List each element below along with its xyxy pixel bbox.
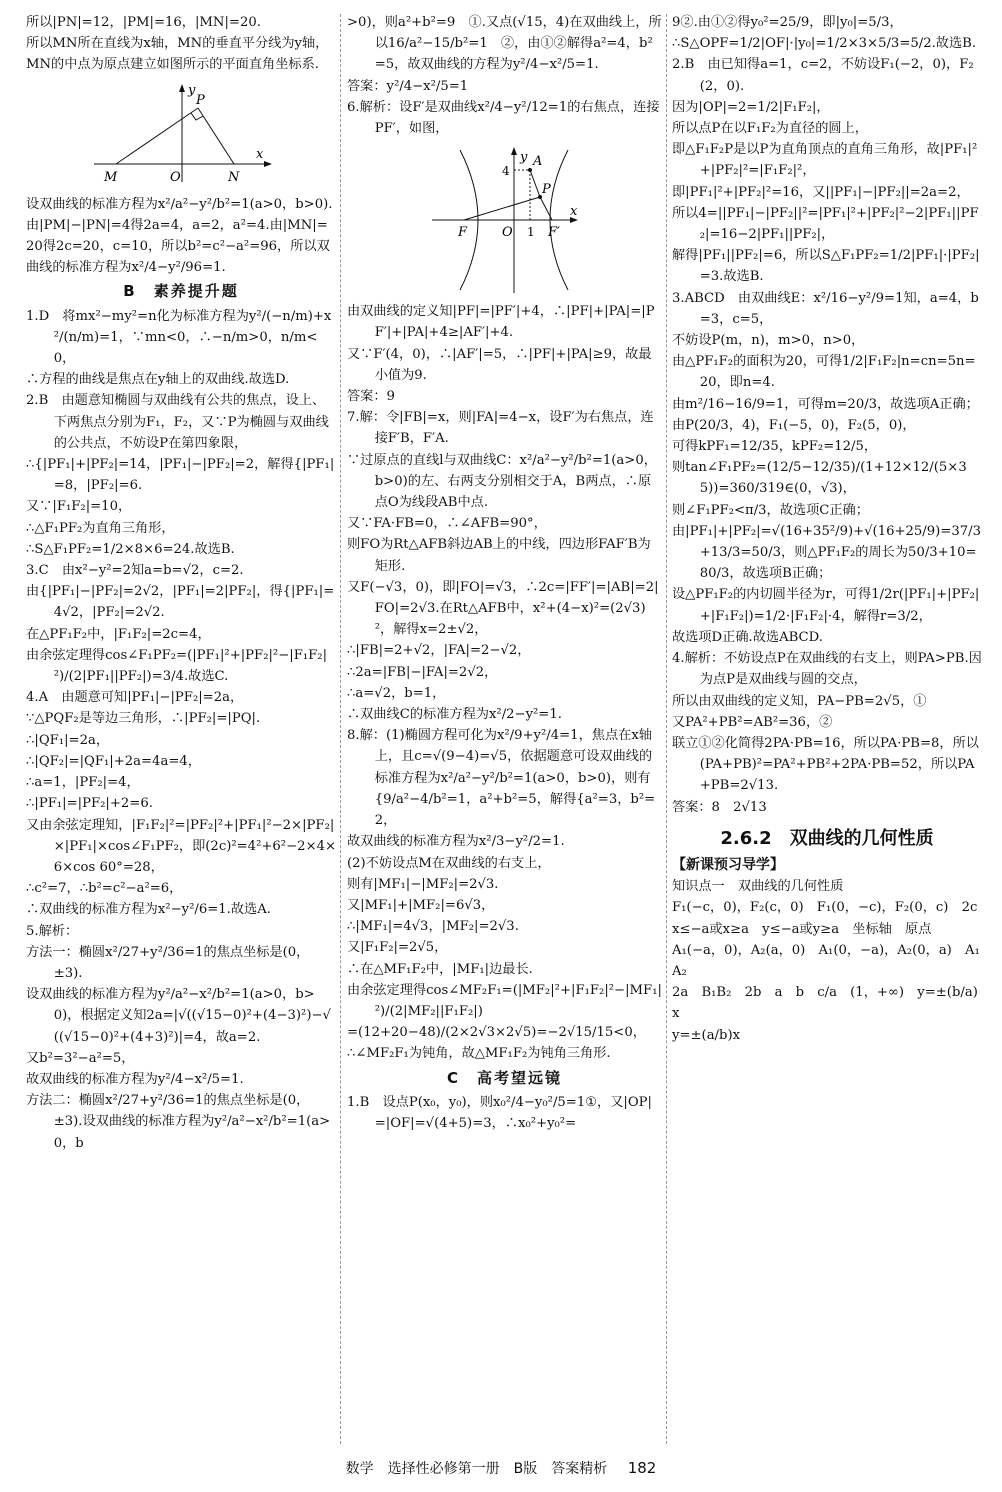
text-line: 4.解析：不妨设点P在双曲线的右支上，则PA>PB.因为点P是双曲线与圆的交点， (672, 651, 982, 688)
text-line: 又∵F′(4，0)，∴|AF′|=5，∴|PF|+|PA|≥9，故最小值为9. (347, 346, 652, 383)
text-line: 2.B 由题意知椭圆与双曲线有公共的焦点，设上、下两焦点分别为F₁，F₂，又∵P为椭圆与双曲线的公共点，不妨设P在第四象限， (26, 393, 329, 451)
text-line: 因为|OP|=2=1/2|F₁F₂|， (672, 99, 830, 115)
fig1-y-label: y (188, 82, 196, 98)
text-line: 所以点P在以F₁F₂为直径的圆上， (672, 121, 868, 137)
text-line: ∴双曲线的标准方程为x²−y²/6=1.故选A. (26, 902, 271, 918)
text-line: 由m²/16−16/9=1，可得m=20/3，故选项A正确； (672, 396, 979, 412)
text-line: 不妨设P(m，n)，m>0，n>0， (672, 333, 865, 349)
footer-text: 数学 选择性必修第一册 B版 答案精析 (345, 1461, 608, 1477)
fig2-a-label: A (532, 154, 542, 170)
text-line: ∴|FB|=2+√2，|FA|=2−√2， (347, 643, 531, 659)
text-line: 则FO为Rt△AFB斜边AB上的中线，四边形FAF′B为矩形. (347, 537, 651, 574)
text-line: 7.解：令|FB|=x，则|FA|=4−x，设F′为右焦点，连接F′B，F′A. (347, 410, 654, 447)
fig2-p-label: P (541, 182, 551, 198)
text-line: 联立①②化简得2PA·PB=16，所以PA·PB=8，所以(PA+PB)²=PA²+PB²+2PA·PB=52，所以PA+PB=2√13. (672, 735, 979, 794)
text-line: ∴c²=7，∴b²=c²−a²=6， (26, 881, 183, 897)
text-line: 设双曲线的标准方程为x²/a²−y²/b²=1(a>0，b>0).由|PM|−|PN|=4得2a=4，a=2，a²=4.由|MN|=20得2c=20，c=10，所以b²=c²−a²=96，所以双曲线的标准方程为x²/4−y²/96=1. (26, 196, 333, 276)
text-line: 4.A 由题意可知|PF₁|−|PF₂|=2a， (26, 690, 244, 706)
text-line: 由|PF₁|+|PF₂|=√(16+35²/9)+√(16+25/9)=37/3+13/3=50/3，则△PF₁F₂的周长为50/3+10=80/3，故选项B正确； (672, 523, 981, 582)
fig2-four-label: 4 (501, 164, 510, 179)
column-3 (672, 12, 982, 1046)
text-line: 答案：8 2√13 (672, 799, 767, 815)
text-line: 则∠F₁PF₂<π/3，故选项C正确； (672, 502, 869, 518)
section-b-items (26, 306, 336, 1154)
column-1 (26, 12, 336, 1154)
text-line: 又F(−√3，0)，即|FO|=√3，∴2c=|FF′|=|AB|=2|FO|=2√3.在Rt△AFB中，x²+(4−x)²=(2√3)²，解得x=2±√2， (347, 579, 659, 638)
text-line: ∴a=√2，b=1， (347, 685, 446, 701)
text-line: 答案：9 (347, 389, 395, 405)
fig1-o-label: O (170, 169, 181, 185)
text-line: 答案：y²/4−x²/5=1 (347, 78, 469, 94)
fig2-one-label: 1 (526, 225, 535, 240)
text-line: y=±(a/b)x (672, 1027, 741, 1043)
fig1-x-label: x (256, 146, 264, 162)
text-line: 则有|MF₁|−|MF₂|=2√3. (347, 876, 499, 892)
text-line: 又由余弦定理知，|F₁F₂|²=|PF₂|²+|PF₁|²−2×|PF₂|×|PF₁|×cos∠F₁PF₂，即(2c)²=4²+6²−2×4×6×cos 60°=28， (26, 817, 337, 875)
text-line: ∴S△OPF=1/2|OF|·|y₀|=1/2×3×5/3=5/2.故选B. (672, 36, 977, 52)
text-line: 由△PF₁F₂的面积为20，可得1/2|F₁F₂|n=cn=5n=20，即n=4. (672, 354, 976, 391)
text-line: 由余弦定理得cos∠F₁PF₂=(|PF₁|²+|PF₂|²−|F₁F₂|²)/(2|PF₁||PF₂|)=3/4.故选C. (26, 647, 328, 685)
text-line: 即|PF₁|²+|PF₂|²=16，又||PF₁|−|PF₂||=2a=2， (672, 184, 970, 200)
text-line: 1.B 设点P(x₀，y₀)，则x₀²/4−y₀²/5=1①，又|OP|=|OF|=√(4+5)=3，∴x₀²+y₀²= (347, 1094, 652, 1131)
text-line: 由余弦定理得cos∠MF₂F₁=(|MF₂|²+|F₁F₂|²−|MF₁|²)/(2|MF₂||F₁F₂|) (347, 982, 662, 1019)
text-line: 5.解析： (26, 923, 79, 939)
text-line: 所以MN所在直线为x轴，MN的垂直平分线为y轴，MN的中点为原点建立如图所示的平面直角坐标系. (26, 36, 329, 73)
page-number: 182 (627, 1459, 657, 1477)
text-line: 又PA²+PB²=AB²=36，② (672, 714, 833, 730)
text-line: ∵过原点的直线l与双曲线C：x²/a²−y²/b²=1(a>0，b>0)的左、右两支分别相交于A，B两点，∴原点O为线段AB中点. (347, 452, 657, 511)
knowledge-point-lines (672, 876, 982, 1046)
text-line: ∴△F₁PF₂为直角三角形， (26, 520, 175, 536)
text-line: 解得|PF₁||PF₂|=6，所以S△F₁PF₂=1/2|PF₁|·|PF₂|=3.故选B. (672, 248, 980, 285)
text-line: 方法一：椭圆x²/27+y²/36=1的焦点坐标是(0，±3). (26, 944, 310, 981)
section-b-heading: B 素养提升题 (123, 282, 239, 301)
text-line: ∴|QF₁|=2a， (26, 732, 110, 748)
text-line: 所以|PN|=12，|PM|=16，|MN|=20. (26, 15, 261, 30)
text-line: 可得kPF₁=12/35，kPF₂=12/5， (672, 439, 878, 455)
column-2 (347, 12, 662, 1134)
section-c-heading: C 高考望远镜 (446, 1068, 562, 1087)
text-line: 所以由双曲线的定义知，PA−PB=2√5，① (672, 693, 927, 709)
fig1-n-label: N (228, 169, 240, 185)
text-line: 2a B₁B₂ 2b a b c/a (1，+∞) y=±(b/a)x (672, 985, 978, 1022)
col3-lines (672, 12, 982, 818)
text-line: ∴2a=|FB|−|FA|=2√2， (347, 664, 498, 680)
col2-top-lines (347, 12, 662, 139)
text-line: 即△F₁F₂P是以P为直角顶点的直角三角形，故|PF₁|²+|PF₂|²=|F₁F₂|²， (672, 142, 978, 179)
fig2-fprime-label: F′ (547, 225, 560, 241)
text-line: =(12+20−48)/(2×2√3×2√5)=−2√15/15<0， (347, 1025, 646, 1041)
text-line: 又|F₁F₂|=2√5， (347, 940, 448, 956)
text-line: 在△PF₁F₂中，|F₁F₂|=2c=4， (26, 626, 211, 642)
text-line: 设△PF₁F₂的内切圆半径为r，可得1/2r(|PF₁|+|PF₂|+|F₁F₂|)=1/2·|F₁F₂|·4，解得r=3/2， (672, 587, 980, 624)
page-footer (0, 1458, 1002, 1478)
text-line: 又|MF₁|+|MF₂|=6√3， (347, 897, 495, 913)
section-c-items (347, 1092, 662, 1134)
column-divider-right (666, 14, 667, 1444)
section-title: 2.6.2 双曲线的几何性质 (720, 827, 934, 849)
text-line: ∴方程的曲线是焦点在y轴上的双曲线.故选D. (26, 372, 290, 388)
text-line: 由双曲线的定义知|PF|=|PF′|+4，∴|PF|+|PA|=|PF′|+|PA|+4≥|AF′|+4. (347, 304, 655, 341)
fig2-f-label: F (457, 225, 467, 241)
text-line: 设双曲线的标准方程为y²/a²−x²/b²=1(a>0，b>0)，根据定义知2a=|√((√15−0)²+(4−3)²)−√((√15−0)²+(4+3)²)|=4，故a=2. (26, 987, 331, 1045)
text-line: (2)不妨设点M在双曲线的右支上， (347, 855, 551, 871)
text-line: ∴在△MF₁F₂中，|MF₁|边最长. (347, 961, 533, 977)
text-line: ∴|PF₁|=|PF₂|+2=6. (26, 796, 153, 812)
text-line: ∴|MF₁|=4√3，|MF₂|=2√3. (347, 919, 519, 935)
text-line: 2.B 由已知得a=1，c=2，不妨设F₁(−2，0)，F₂(2，0). (672, 57, 974, 94)
fig1-m-label: M (104, 169, 118, 185)
text-line: 由P(20/3，4)，F₁(−5，0)，F₂(5，0)， (672, 417, 916, 433)
text-line: 则tan∠F₁PF₂=(12/5−12/35)/(1+12×12/(5×35))=360/319∈(0，√3)， (672, 460, 967, 497)
text-line: 由{|PF₁|−|PF₂|=2√2，|PF₁|=2|PF₂|，得{|PF₁|=4√2，|PF₂|=2√2. (26, 584, 335, 621)
text-line: 故选项D正确.故选ABCD. (672, 629, 823, 645)
fig2-y-label: y (519, 150, 527, 166)
text-line: F₁(−c，0)，F₂(c，0) F₁(0，−c)，F₂(0，c) 2c (672, 900, 978, 916)
new-lesson-header: 【新课预习导学】 (672, 856, 784, 873)
hyperbola-figure (430, 145, 580, 295)
text-line: x≤−a或x≥a y≤−a或y≥a 坐标轴 原点 (672, 921, 932, 937)
text-line: 知识点一 双曲线的几何性质 (672, 879, 844, 895)
text-line: 故双曲线的标准方程为x²/3−y²/2=1. (347, 834, 565, 850)
text-line: 3.C 由x²−y²=2知a=b=√2，c=2. (26, 563, 244, 579)
text-line: 又∵FA·FB=0，∴∠AFB=90°， (347, 516, 547, 532)
text-line: 9②.由①②得y₀²=25/9，即|y₀|=5/3， (672, 15, 903, 30)
text-line: 又b²=3²−a²=5， (26, 1050, 135, 1066)
text-line: >0)，则a²+b²=9 ①.又点(√15，4)在双曲线上，所以16/a²−15/b²=1 ②，由①②解得a²=4，b²=5，故双曲线的方程为y²/4−x²/5=1. (347, 15, 662, 73)
fig2-x-label: x (569, 204, 577, 220)
text-line: ∴a=1，|PF₂|=4， (26, 775, 140, 791)
text-line: 3.ABCD 由双曲线E：x²/16−y²/9=1知，a=4，b=3，c=5， (672, 290, 979, 327)
text-line: ∵△PQF₂是等边三角形，∴|PF₂|=|PQ|. (26, 711, 261, 727)
text-line: ∴双曲线C的标准方程为x²/2−y²=1. (347, 707, 562, 723)
fig1-p-label: P (196, 92, 205, 108)
text-line: 方法二：椭圆x²/27+y²/36=1的焦点坐标是(0，±3).设双曲线的标准方程为y²/a²−x²/b²=1(a>0，b (26, 1093, 331, 1151)
text-line: 6.解析：设F′是双曲线x²/4−y²/12=1的右焦点，连接PF′，如图， (347, 99, 660, 137)
text-line: A₁(−a，0)，A₂(a，0) A₁(0，−a)，A₂(0，a) A₁A₂ (672, 942, 980, 979)
col2-mid-lines (347, 301, 662, 1064)
text-line: 又∵|F₁F₂|=10， (26, 499, 132, 515)
text-line: ∴{|PF₁|+|PF₂|=14，|PF₁|−|PF₂|=2，解得{|PF₁|=8，|PF₂|=6. (26, 457, 335, 494)
column-divider-left (340, 14, 341, 1444)
fig2-o-label: O (501, 225, 513, 241)
text-line: ∴|QF₂|=|QF₁|+2a=4a=4， (26, 753, 201, 769)
text-line: 故双曲线的标准方程为y²/4−x²/5=1. (26, 1071, 244, 1087)
coordinate-figure-1 (86, 82, 276, 188)
text-line: 1.D 将mx²−my²=n化为标准方程为y²/(−n/m)+x²/(n/m)=1，∵mn<0，∴−n/m>0，n/m<0， (26, 308, 332, 367)
text-line: ∴∠MF₂F₁为钝角，故△MF₁F₂为钝角三角形. (347, 1046, 611, 1062)
text-line: ∴S△F₁PF₂=1/2×8×6=24.故选B. (26, 541, 235, 557)
text-line: 8.解：(1)椭圆方程可化为x²/9+y²/4=1，焦点在x轴上，且c=√(9−4)=√5，依据题意可设双曲线的标准方程为x²/a²−y²/b²=1(a>0，b>0)，则有{9/a²−4/b²=1，a²+b²=5，解得{a²=3，b²=2， (347, 728, 656, 829)
text-line: 所以4=||PF₁|−|PF₂||²=|PF₁|²+|PF₂|²−2|PF₁||PF₂|=16−2|PF₁||PF₂|， (672, 205, 979, 243)
